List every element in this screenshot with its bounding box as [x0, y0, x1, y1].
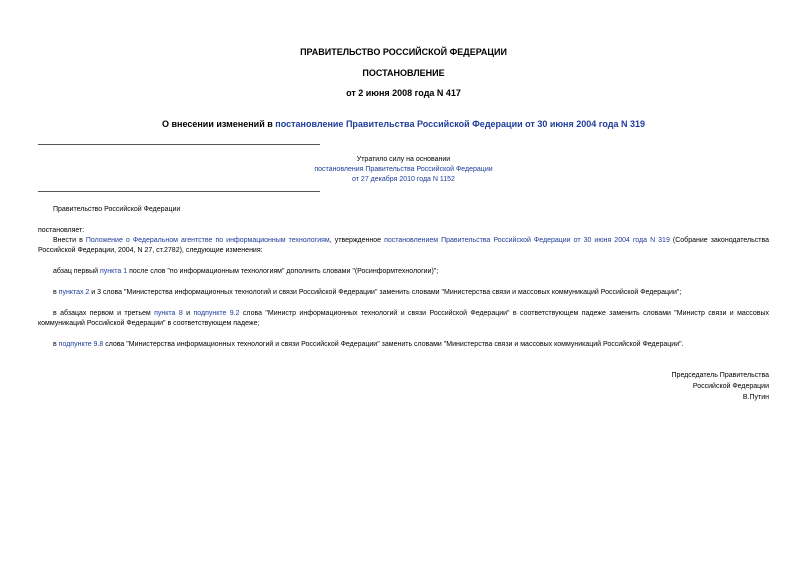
validity-note: [0, 155, 807, 184]
link-podpunkt-9-2[interactable]: подпункте 9.2: [193, 310, 240, 317]
paragraph-amendments-intro: Внести в Положение о Федеральном агентстве по информационным технологиям, утвержденное постановлением Правительства Российской Федерации от 30 июня 2004 года N 319 (Собрание законодательства Российской Федерации, 2004, N 27, ст.2782), следующие изменения:: [38, 237, 770, 254]
link-punkt-1[interactable]: пункта 1: [100, 268, 128, 275]
signature-title: Председатель Правительства: [671, 372, 769, 379]
signature-name: В.Путин: [742, 394, 769, 401]
link-regulation[interactable]: Положение о Федеральном агентстве по информационным технологиям: [85, 237, 330, 244]
document-type: ПОСТАНОВЛЕНИЕ: [362, 68, 445, 78]
link-punkty-2[interactable]: пунктах 2: [58, 289, 90, 296]
divider-bottom: [38, 191, 320, 192]
title-prefix: О внесении изменений в: [161, 119, 276, 129]
government-heading: ПРАВИТЕЛЬСТВО РОССИЙСКОЙ ФЕДЕРАЦИИ: [300, 47, 507, 57]
validity-link-date[interactable]: от 27 декабря 2010 года N 1152: [352, 176, 455, 183]
paragraph-item-1: абзац первый пункта 1 после слов "по информационным технологиям" дополнить словами "(Росинформтехнологии)";: [53, 268, 439, 275]
paragraph-item-9-8: в подпункте 9.8 слова "Министерства информационных технологий и связи Российской Федерации" заменить словами "Министерства связи и массовых коммуникаций Российской Федерации".: [53, 341, 684, 348]
link-resolution-319[interactable]: постановлением Правительства Российской Федерации от 30 июня 2004 года N 319: [384, 237, 670, 244]
signature-org: Российской Федерации: [692, 383, 769, 390]
title-link[interactable]: постановление Правительства Российской Федерации от 30 июня 2004 года N 319: [275, 119, 646, 129]
link-punkt-8[interactable]: пункта 8: [154, 310, 183, 317]
document-date-number: от 2 июня 2008 года N 417: [346, 88, 461, 98]
validity-link[interactable]: постановления Правительства Российской Федерации: [314, 166, 493, 173]
document-title: [0, 119, 807, 129]
paragraph-item-8: в абзацах первом и третьем пункта 8 и подпункте 9.2 слова "Министр информационных технологий и связи Российской Федерации" в соответствующем падеже заменить словами "Министр связи и массовых коммуникаций Российской Федерации" в соответствующем падеже;: [38, 310, 769, 327]
signature-block: [672, 370, 769, 403]
link-podpunkt-9-8[interactable]: подпункте 9.8: [58, 341, 104, 348]
paragraph-items-2-3: в пунктах 2 и 3 слова "Министерства информационных технологий и связи Российской Федерации" заменить словами "Министерства связи и массовых коммуникаций Российской Федерации";: [53, 289, 682, 296]
divider-top: [38, 144, 320, 145]
validity-line-1: Утратило силу на основании: [356, 156, 451, 163]
paragraph-government: Правительство Российской Федерации: [53, 206, 181, 213]
paragraph-decrees: постановляет:: [38, 227, 85, 234]
